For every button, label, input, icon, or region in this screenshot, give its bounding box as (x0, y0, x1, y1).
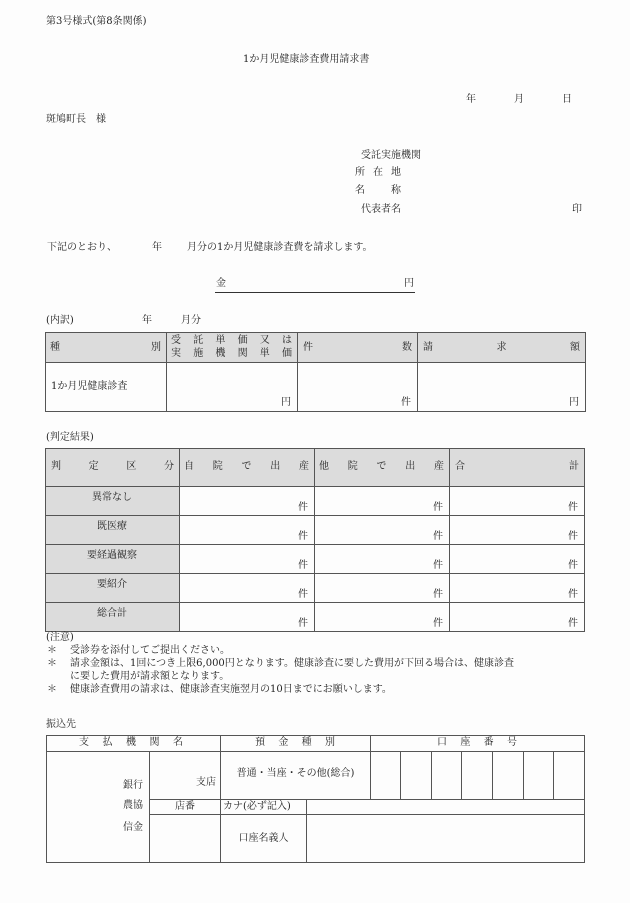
header-char: 価 (281, 348, 292, 359)
row-label-referral: 要紹介 (97, 579, 127, 590)
header-char: 金 (278, 737, 289, 748)
header-account-number (437, 738, 517, 748)
header-char: 種 (301, 737, 312, 748)
note-item-continuation: に要した費用が請求額となります。 (70, 671, 230, 682)
own-hospital-grand-total-field[interactable]: 件 (298, 618, 308, 629)
date-day-label: 日 (562, 94, 572, 105)
table-border (45, 332, 46, 412)
row-label-already-treated: 既医療 (97, 521, 127, 532)
header-char: 号 (506, 737, 517, 748)
address-label-char: 地 (391, 167, 401, 178)
header-char: 払 (102, 737, 113, 748)
header-institution-name (79, 738, 183, 748)
table-border (45, 448, 585, 449)
total-referral-field[interactable]: 件 (568, 589, 578, 600)
amount-kin: 金 (216, 278, 226, 289)
table-border (46, 735, 47, 863)
amount-underline (215, 292, 415, 293)
account-digit-divider (400, 751, 401, 799)
date-month-label: 月 (514, 94, 524, 105)
header-char: は (281, 335, 292, 346)
header-char: 出 (405, 461, 416, 472)
header-category (51, 462, 174, 472)
header-char: 又 (259, 335, 270, 346)
row-label-grand-total: 総合計 (97, 608, 127, 619)
account-digit-divider (492, 751, 493, 799)
header-claim (423, 343, 580, 353)
header-char: 出 (270, 461, 281, 472)
table-border (46, 735, 585, 736)
amount-yen: 円 (404, 278, 414, 289)
count-field[interactable]: 件 (401, 397, 411, 408)
table-border (584, 448, 585, 632)
institution-heading: 受託実施機関 (361, 150, 421, 161)
header-char: 座 (460, 737, 471, 748)
table-border (585, 332, 586, 412)
header-char: 託 (193, 335, 204, 346)
header-other-hospital (319, 462, 444, 472)
account-digit-divider (523, 751, 524, 799)
table-border (45, 602, 585, 603)
header-char: 区 (126, 461, 137, 472)
other-hospital-grand-total-field[interactable]: 件 (433, 618, 443, 629)
address-label-char: 所 (355, 167, 365, 178)
note-item: 健康診査費用の請求は、健康診査実施翌月の10日までにお願いします。 (70, 684, 392, 695)
table-border (46, 862, 585, 863)
other-hospital-normal-field[interactable]: 件 (433, 502, 443, 513)
total-observation-field[interactable]: 件 (568, 560, 578, 571)
breakdown-row-type: 1か月児健康診査 (51, 381, 128, 392)
table-border (45, 544, 585, 545)
header-char: 施 (193, 348, 204, 359)
note-item: 受診券を添付してご提出ください。 (70, 645, 230, 656)
notes-label: (注意) (46, 632, 74, 643)
branch-number-label: 店番 (175, 801, 195, 812)
header-unit-price-line2 (171, 349, 292, 359)
header-char: 産 (299, 461, 309, 472)
header-char: 額 (570, 342, 580, 353)
other-hospital-treated-field[interactable]: 件 (433, 531, 443, 542)
header-char: で (376, 461, 387, 472)
header-char: 分 (163, 461, 174, 472)
table-border (45, 362, 586, 363)
header-char: 実 (171, 348, 181, 359)
breakdown-year: 年 (142, 315, 152, 326)
claim-amount-field[interactable]: 円 (569, 397, 579, 408)
header-char: 預 (255, 737, 265, 748)
table-border (45, 448, 46, 632)
row-label-observation: 要経過観察 (87, 550, 137, 561)
header-char: 院 (347, 461, 358, 472)
header-char: 請 (423, 342, 433, 353)
own-hospital-observation-field[interactable]: 件 (298, 560, 308, 571)
table-border (45, 515, 585, 516)
table-border (584, 735, 585, 863)
breakdown-label: (内訳) (46, 315, 74, 326)
header-char: 別 (151, 342, 161, 353)
header-own-hospital (184, 462, 309, 472)
name-label-char: 称 (391, 185, 401, 196)
header-char: 院 (212, 461, 223, 472)
bank-label: 振込先 (46, 719, 76, 730)
bank-type-bank[interactable]: 銀行 (123, 780, 143, 791)
table-border (45, 332, 586, 333)
branch-label: 支店 (196, 777, 216, 788)
header-deposit-type (255, 738, 335, 748)
table-border (46, 751, 585, 752)
header-char: 数 (402, 342, 412, 353)
note-bullet: ＊ (47, 684, 57, 695)
own-hospital-referral-field[interactable]: 件 (298, 589, 308, 600)
bank-type-shinkin[interactable]: 信金 (123, 822, 143, 833)
total-normal-field[interactable]: 件 (568, 502, 578, 513)
header-char: 単 (259, 348, 270, 359)
header-unit-price-line1 (171, 336, 292, 346)
total-grand-total-field[interactable]: 件 (568, 618, 578, 629)
header-char: 関 (237, 348, 248, 359)
header-char: 受 (171, 335, 181, 346)
header-char: 支 (79, 737, 89, 748)
request-year: 年 (152, 242, 162, 253)
date-year-label: 年 (466, 94, 476, 105)
row-label-normal: 異常なし (92, 492, 132, 503)
header-char: 関 (149, 737, 160, 748)
header-char: 口 (437, 737, 447, 748)
request-suffix: 月分の1か月児健康診査費を請求します。 (187, 242, 373, 253)
own-hospital-normal-field[interactable]: 件 (298, 502, 308, 513)
note-bullet: ＊ (47, 645, 57, 656)
name-label-char: 名 (355, 185, 365, 196)
other-hospital-observation-field[interactable]: 件 (433, 560, 443, 571)
header-char: 機 (126, 737, 136, 748)
header-char: 単 (215, 335, 226, 346)
header-char: 合 (455, 461, 465, 472)
bank-type-agricultural-coop[interactable]: 農協 (123, 800, 143, 811)
header-total (455, 462, 579, 472)
request-prefix: 下記のとおり、 (47, 242, 117, 253)
seal-mark: 印 (572, 204, 582, 215)
header-char: 求 (496, 342, 507, 353)
address-label-char: 在 (373, 167, 383, 178)
table-border (45, 486, 585, 487)
header-char: 判 (51, 461, 61, 472)
addressee: 斑鳩町長 様 (46, 114, 106, 125)
account-digit-divider (461, 751, 462, 799)
representative-label: 代表者名 (361, 204, 401, 215)
table-border (45, 631, 585, 632)
header-char: 件 (303, 342, 313, 353)
header-char: 計 (569, 461, 579, 472)
header-char: 名 (173, 737, 183, 748)
judgment-label: (判定結果) (46, 432, 94, 443)
header-char: 定 (88, 461, 99, 472)
own-hospital-treated-field[interactable]: 件 (298, 531, 308, 542)
other-hospital-referral-field[interactable]: 件 (433, 589, 443, 600)
header-char: 他 (319, 461, 329, 472)
note-item: 請求金額は、1回につき上限6,000円となります。健康診査に要した費用が下回る場合は、健康診査 (70, 658, 514, 669)
header-char: 価 (237, 335, 248, 346)
address-label (355, 168, 401, 178)
kana-input[interactable] (307, 800, 584, 814)
account-holder-label: 口座名義人 (238, 833, 289, 844)
note-bullet: ＊ (47, 658, 57, 669)
header-count (303, 343, 412, 353)
name-label (355, 186, 401, 196)
header-char: で (241, 461, 252, 472)
table-border (45, 411, 586, 412)
header-type (50, 343, 161, 353)
header-char: 番 (483, 737, 494, 748)
header-char: 産 (434, 461, 444, 472)
table-border (45, 573, 585, 574)
header-char: 機 (215, 348, 226, 359)
account-holder-input[interactable] (307, 815, 584, 862)
breakdown-month: 月分 (181, 315, 201, 326)
total-treated-field[interactable]: 件 (568, 531, 578, 542)
header-char: 種 (50, 342, 60, 353)
account-digit-divider (553, 751, 554, 799)
deposit-type-options[interactable]: 普通・当座・その他(総合) (236, 768, 355, 779)
header-char: 別 (324, 737, 335, 748)
document-title: 1か月児健康診査費用請求書 (243, 54, 370, 65)
header-char: 自 (184, 461, 194, 472)
table-border (370, 735, 371, 799)
account-digit-divider (431, 751, 432, 799)
unit-price-field[interactable]: 円 (281, 397, 291, 408)
form-number: 第3号様式(第8条関係) (46, 16, 147, 27)
kana-label: カナ(必ず記入) (223, 801, 291, 812)
